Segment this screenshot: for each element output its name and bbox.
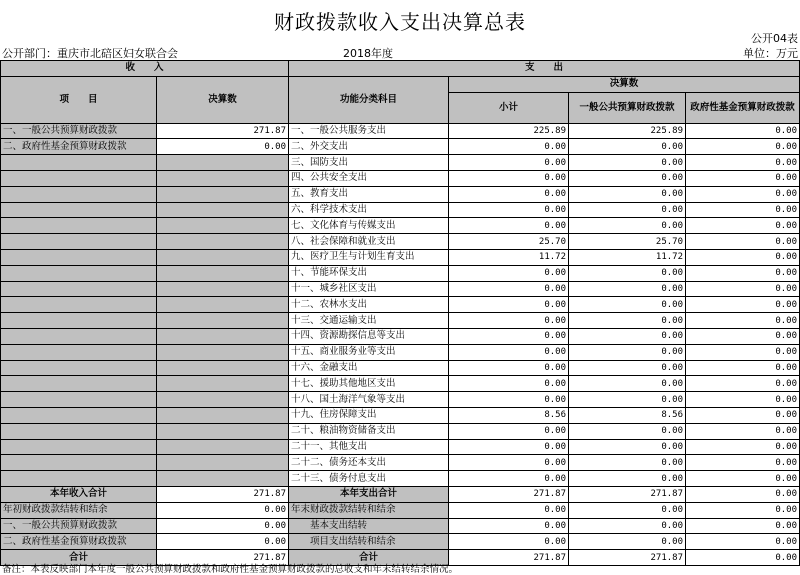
expense-item-cell: 二、外交支出 — [289, 139, 449, 155]
summary-general-cell: 0.00 — [569, 534, 686, 550]
income-value-cell: 0.00 — [157, 139, 289, 155]
income-value-cell — [157, 155, 289, 171]
summary-row — [1, 518, 800, 534]
expense-item-cell: 二十一、其他支出 — [289, 439, 449, 455]
expense-item-cell: 十八、国土海洋气象等支出 — [289, 392, 449, 408]
fund-budget-cell: 0.00 — [686, 471, 800, 487]
general-budget-cell: 0.00 — [569, 170, 686, 186]
income-item-cell — [1, 344, 157, 360]
income-item-cell — [1, 313, 157, 329]
income-item-cell — [1, 234, 157, 250]
fund-budget-cell: 0.00 — [686, 360, 800, 376]
fund-budget-header: 政府性基金预算财政拨款 — [686, 92, 800, 123]
summary-general-cell: 271.87 — [569, 486, 686, 502]
income-item-cell — [1, 249, 157, 265]
form-code: 公开04表 — [751, 32, 798, 45]
income-value-cell — [157, 186, 289, 202]
subtotal-cell: 0.00 — [449, 471, 569, 487]
fund-budget-cell: 0.00 — [686, 170, 800, 186]
subtotal-cell: 0.00 — [449, 265, 569, 281]
table-row — [1, 376, 800, 392]
general-budget-cell: 0.00 — [569, 376, 686, 392]
summary-general-cell: 271.87 — [569, 550, 686, 566]
general-budget-cell: 0.00 — [569, 313, 686, 329]
general-budget-cell: 8.56 — [569, 407, 686, 423]
subtotal-cell: 0.00 — [449, 202, 569, 218]
income-value-cell — [157, 265, 289, 281]
summary-income-item-cell: 年初财政拨款结转和结余 — [1, 502, 157, 518]
income-value-cell — [157, 471, 289, 487]
summary-expense-item-cell: 基本支出结转 — [289, 518, 449, 534]
table-row — [1, 297, 800, 313]
fund-budget-cell: 0.00 — [686, 297, 800, 313]
fund-budget-cell: 0.00 — [686, 407, 800, 423]
table-row — [1, 186, 800, 202]
income-value-cell — [157, 170, 289, 186]
subtotal-cell: 0.00 — [449, 439, 569, 455]
expense-item-cell: 十三、交通运输支出 — [289, 313, 449, 329]
income-item-cell — [1, 202, 157, 218]
summary-subtotal-cell: 0.00 — [449, 502, 569, 518]
income-item-cell — [1, 328, 157, 344]
table-row — [1, 313, 800, 329]
expense-header: 支 出 — [289, 61, 800, 77]
general-budget-cell: 0.00 — [569, 265, 686, 281]
income-value-cell — [157, 234, 289, 250]
summary-fund-cell: 0.00 — [686, 502, 800, 518]
income-value-cell: 271.87 — [157, 123, 289, 139]
table-row — [1, 123, 800, 139]
expense-item-cell: 十二、农林水支出 — [289, 297, 449, 313]
table-row — [1, 139, 800, 155]
income-item-cell — [1, 281, 157, 297]
expense-item-cell: 十六、金融支出 — [289, 360, 449, 376]
summary-income-value-cell: 271.87 — [157, 486, 289, 502]
income-value-cell — [157, 313, 289, 329]
summary-income-item-cell: 合计 — [1, 550, 157, 566]
summary-income-item-cell: 一、一般公共预算财政拨款 — [1, 518, 157, 534]
summary-subtotal-cell: 0.00 — [449, 534, 569, 550]
subtotal-cell: 0.00 — [449, 313, 569, 329]
fund-budget-cell: 0.00 — [686, 139, 800, 155]
table-row — [1, 281, 800, 297]
budget-summary-table — [0, 60, 800, 566]
general-budget-cell: 0.00 — [569, 139, 686, 155]
table-row — [1, 439, 800, 455]
subtotal-cell: 0.00 — [449, 455, 569, 471]
general-budget-cell: 25.70 — [569, 234, 686, 250]
income-item-cell — [1, 360, 157, 376]
summary-general-cell: 0.00 — [569, 518, 686, 534]
table-row — [1, 407, 800, 423]
table-row — [1, 265, 800, 281]
summary-row — [1, 486, 800, 502]
general-budget-cell: 225.89 — [569, 123, 686, 139]
fund-budget-cell: 0.00 — [686, 376, 800, 392]
general-budget-cell: 0.00 — [569, 439, 686, 455]
table-row — [1, 423, 800, 439]
income-value-cell — [157, 202, 289, 218]
income-value-cell — [157, 423, 289, 439]
income-item-cell — [1, 155, 157, 171]
summary-expense-item-cell: 项目支出结转和结余 — [289, 534, 449, 550]
expense-item-cell: 五、教育支出 — [289, 186, 449, 202]
table-row — [1, 234, 800, 250]
general-budget-cell: 0.00 — [569, 218, 686, 234]
subtotal-cell: 0.00 — [449, 423, 569, 439]
fund-budget-cell: 0.00 — [686, 313, 800, 329]
expense-item-cell: 一、一般公共服务支出 — [289, 123, 449, 139]
summary-expense-item-cell: 年末财政拨款结转和结余 — [289, 502, 449, 518]
summary-income-value-cell: 0.00 — [157, 502, 289, 518]
income-item-cell — [1, 423, 157, 439]
table-row — [1, 155, 800, 171]
summary-fund-cell: 0.00 — [686, 534, 800, 550]
subtotal-cell: 0.00 — [449, 376, 569, 392]
income-value-cell — [157, 455, 289, 471]
expense-item-cell: 十九、住房保障支出 — [289, 407, 449, 423]
fund-budget-cell: 0.00 — [686, 218, 800, 234]
income-item-cell — [1, 186, 157, 202]
fund-budget-cell: 0.00 — [686, 265, 800, 281]
table-row — [1, 328, 800, 344]
fund-budget-cell: 0.00 — [686, 392, 800, 408]
income-value-cell — [157, 297, 289, 313]
expense-item-cell: 六、科学技术支出 — [289, 202, 449, 218]
final-group-header: 决算数 — [449, 76, 800, 92]
expense-item-cell: 十五、商业服务业等支出 — [289, 344, 449, 360]
expense-item-cell: 十四、资源勘探信息等支出 — [289, 328, 449, 344]
table-row — [1, 202, 800, 218]
table-row — [1, 471, 800, 487]
table-row — [1, 170, 800, 186]
income-value-cell — [157, 328, 289, 344]
fund-budget-cell: 0.00 — [686, 202, 800, 218]
table-row — [1, 344, 800, 360]
subtotal-cell: 0.00 — [449, 281, 569, 297]
report-title: 财政拨款收入支出决算总表 — [274, 10, 526, 34]
general-budget-cell: 11.72 — [569, 249, 686, 265]
summary-row — [1, 502, 800, 518]
income-item-cell — [1, 407, 157, 423]
general-budget-cell: 0.00 — [569, 202, 686, 218]
fund-budget-cell: 0.00 — [686, 249, 800, 265]
expense-item-cell: 十一、城乡社区支出 — [289, 281, 449, 297]
year-label: 2018年度 — [343, 47, 393, 60]
subtotal-cell: 0.00 — [449, 170, 569, 186]
expense-item-cell: 二十二、债务还本支出 — [289, 455, 449, 471]
fund-budget-cell: 0.00 — [686, 123, 800, 139]
summary-general-cell: 0.00 — [569, 502, 686, 518]
general-budget-cell: 0.00 — [569, 155, 686, 171]
general-budget-cell: 0.00 — [569, 471, 686, 487]
income-item-cell — [1, 471, 157, 487]
summary-income-value-cell: 0.00 — [157, 518, 289, 534]
fund-budget-cell: 0.00 — [686, 455, 800, 471]
income-value-cell — [157, 249, 289, 265]
income-value-cell — [157, 360, 289, 376]
fund-budget-cell: 0.00 — [686, 439, 800, 455]
general-budget-cell: 0.00 — [569, 344, 686, 360]
expense-item-cell: 二十三、债务付息支出 — [289, 471, 449, 487]
subtotal-cell: 0.00 — [449, 186, 569, 202]
income-item-cell — [1, 392, 157, 408]
general-budget-cell: 0.00 — [569, 328, 686, 344]
table-row — [1, 249, 800, 265]
general-budget-cell: 0.00 — [569, 392, 686, 408]
unit-label: 单位：万元 — [743, 47, 798, 60]
summary-fund-cell: 0.00 — [686, 486, 800, 502]
income-item-cell — [1, 439, 157, 455]
summary-fund-cell: 0.00 — [686, 550, 800, 566]
income-item-cell — [1, 376, 157, 392]
general-budget-cell: 0.00 — [569, 360, 686, 376]
table-row — [1, 392, 800, 408]
final-amount-header: 决算数 — [157, 76, 289, 123]
expense-item-cell: 七、文化体育与传媒支出 — [289, 218, 449, 234]
general-budget-cell: 0.00 — [569, 297, 686, 313]
income-value-cell — [157, 439, 289, 455]
footnote: 备注：本表反映部门本年度一般公共预算财政拨款和政府性基金预算财政拨款的总收支和年末结转结余情况。 — [2, 564, 459, 575]
subtotal-cell: 25.70 — [449, 234, 569, 250]
summary-expense-item-cell: 本年支出合计 — [289, 486, 449, 502]
income-value-cell — [157, 281, 289, 297]
income-item-cell — [1, 455, 157, 471]
subtotal-cell: 0.00 — [449, 155, 569, 171]
fund-budget-cell: 0.00 — [686, 281, 800, 297]
income-value-cell — [157, 376, 289, 392]
subtotal-cell: 11.72 — [449, 249, 569, 265]
subtotal-cell: 0.00 — [449, 297, 569, 313]
department-label: 公开部门：重庆市北碚区妇女联合会 — [2, 47, 178, 60]
fund-budget-cell: 0.00 — [686, 155, 800, 171]
general-budget-cell: 0.00 — [569, 186, 686, 202]
general-budget-cell: 0.00 — [569, 423, 686, 439]
income-value-cell — [157, 392, 289, 408]
income-value-cell — [157, 344, 289, 360]
summary-row — [1, 534, 800, 550]
summary-subtotal-cell: 0.00 — [449, 518, 569, 534]
income-value-cell — [157, 407, 289, 423]
summary-income-value-cell: 271.87 — [157, 550, 289, 566]
income-item-cell — [1, 170, 157, 186]
income-item-cell: 一、一般公共预算财政拨款 — [1, 123, 157, 139]
fund-budget-cell: 0.00 — [686, 344, 800, 360]
income-item-cell — [1, 297, 157, 313]
fund-budget-cell: 0.00 — [686, 186, 800, 202]
summary-income-item-cell: 二、政府性基金预算财政拨款 — [1, 534, 157, 550]
expense-item-cell: 三、国防支出 — [289, 155, 449, 171]
summary-subtotal-cell: 271.87 — [449, 550, 569, 566]
expense-item-cell: 九、医疗卫生与计划生育支出 — [289, 249, 449, 265]
item-header: 项 目 — [1, 76, 157, 123]
fund-budget-cell: 0.00 — [686, 234, 800, 250]
subtotal-cell: 0.00 — [449, 139, 569, 155]
subtotal-cell: 0.00 — [449, 344, 569, 360]
summary-fund-cell: 0.00 — [686, 518, 800, 534]
income-value-cell — [157, 218, 289, 234]
income-item-cell: 二、政府性基金预算财政拨款 — [1, 139, 157, 155]
income-item-cell — [1, 265, 157, 281]
subtotal-header: 小计 — [449, 92, 569, 123]
summary-expense-item-cell: 合计 — [289, 550, 449, 566]
fund-budget-cell: 0.00 — [686, 423, 800, 439]
income-header: 收 入 — [1, 61, 289, 77]
general-budget-header: 一般公共预算财政拨款 — [569, 92, 686, 123]
expense-item-cell: 四、公共安全支出 — [289, 170, 449, 186]
general-budget-cell: 0.00 — [569, 455, 686, 471]
expense-item-cell: 十、节能环保支出 — [289, 265, 449, 281]
subtotal-cell: 0.00 — [449, 218, 569, 234]
table-row — [1, 360, 800, 376]
summary-subtotal-cell: 271.87 — [449, 486, 569, 502]
expense-item-cell: 十七、援助其他地区支出 — [289, 376, 449, 392]
subtotal-cell: 8.56 — [449, 407, 569, 423]
income-item-cell — [1, 218, 157, 234]
summary-income-value-cell: 0.00 — [157, 534, 289, 550]
table-row — [1, 218, 800, 234]
expense-item-cell: 八、社会保障和就业支出 — [289, 234, 449, 250]
table-row — [1, 455, 800, 471]
fund-budget-cell: 0.00 — [686, 328, 800, 344]
function-category-header: 功能分类科目 — [289, 76, 449, 123]
expense-item-cell: 二十、粮油物资储备支出 — [289, 423, 449, 439]
subtotal-cell: 0.00 — [449, 328, 569, 344]
subtotal-cell: 0.00 — [449, 360, 569, 376]
subtotal-cell: 0.00 — [449, 392, 569, 408]
subtotal-cell: 225.89 — [449, 123, 569, 139]
general-budget-cell: 0.00 — [569, 281, 686, 297]
summary-income-item-cell: 本年收入合计 — [1, 486, 157, 502]
